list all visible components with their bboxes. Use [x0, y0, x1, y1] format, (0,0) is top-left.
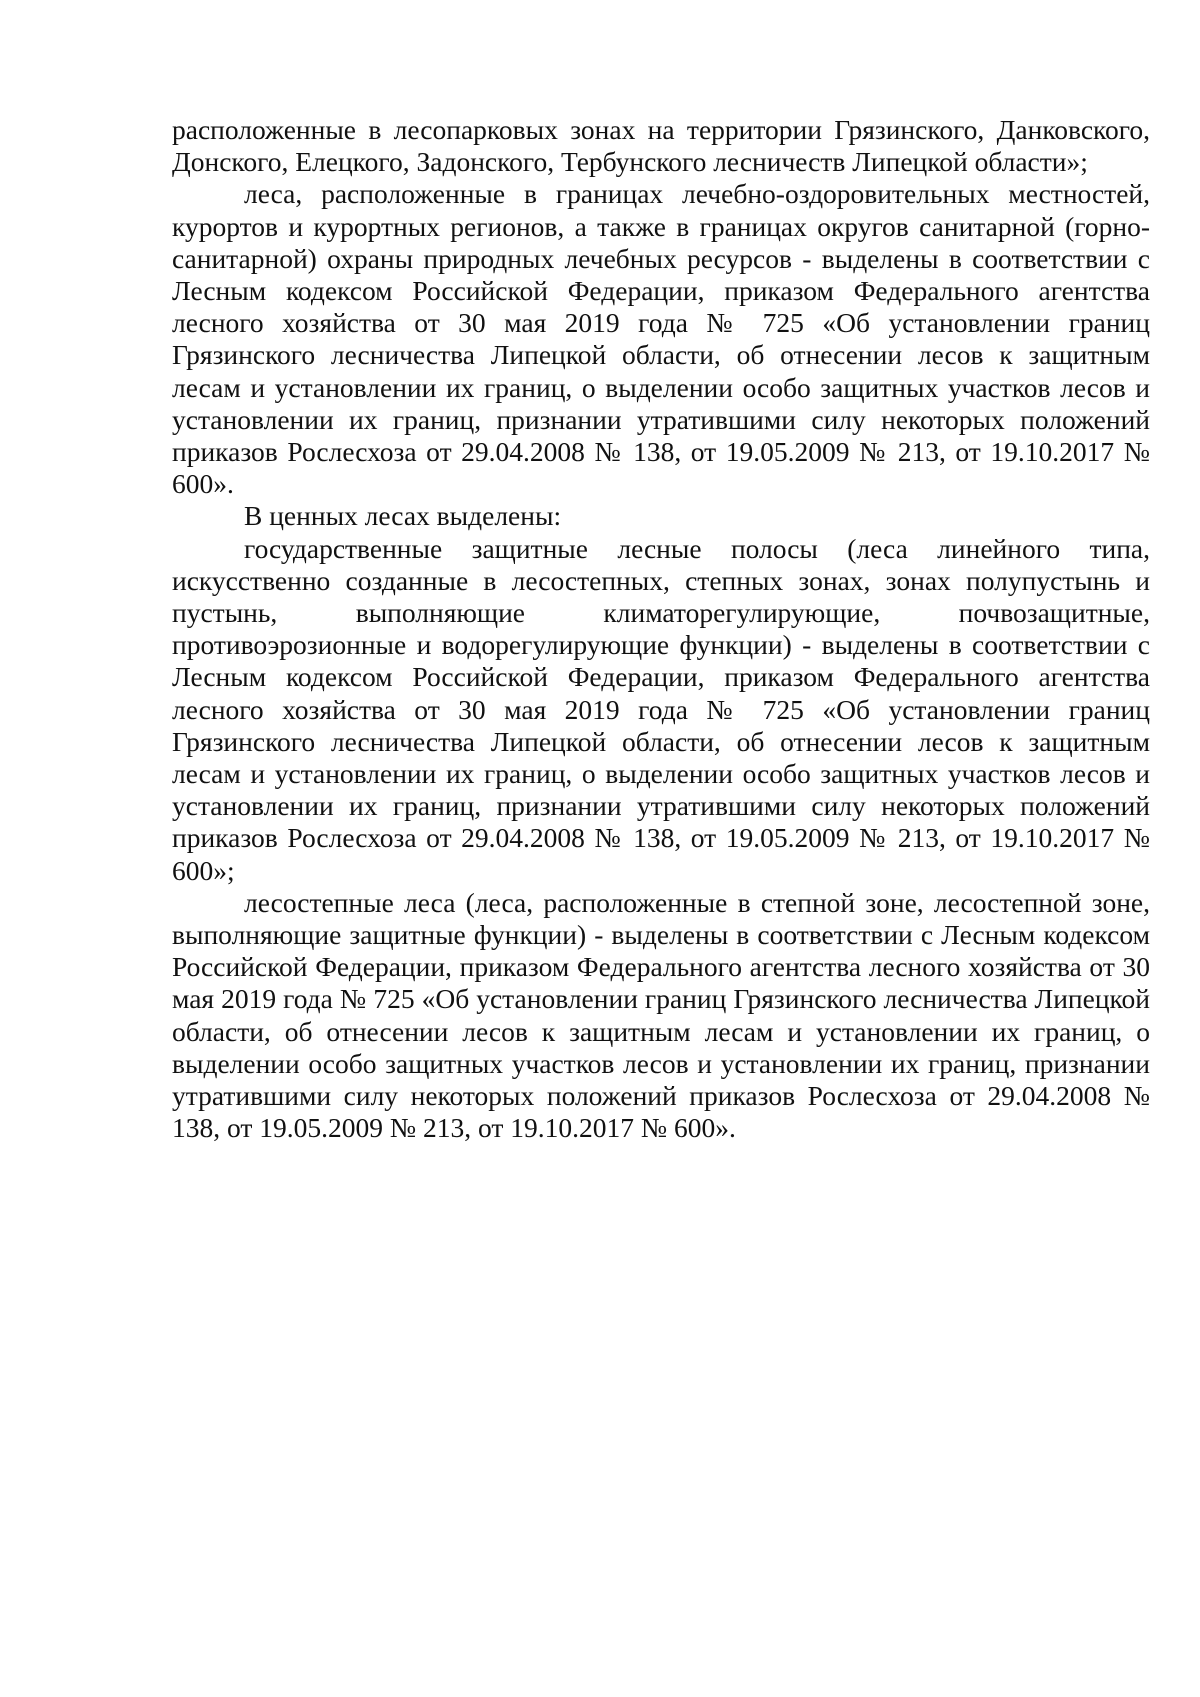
paragraph-lesopark-continuation: расположенные в лесопарковых зонах на территории Грязинского, Данковского, Донского, Елецкого, Задонского, Тербунского лесничеств Липецкой области»;	[172, 114, 1150, 178]
paragraph-forest-steppe-forests: лесостепные леса (леса, расположенные в степной зоне, лесостепной зоне, выполняющие защитные функции) - выделены в соответствии с Лесным кодексом Российской Федерации, приказом Федерального агентства лесного хозяйства от 30 мая 2019 года № 725 «Об установлении границ Грязинского лесничества Липецкой области, об отнесении лесов к защитным лесам и установлении их границ, о выделении особо защитных участков лесов и установлении их границ, признании утратившими силу некоторых положений приказов Рослесхоза от 29.04.2008 № 138, от 19.05.2009 № 213, от 19.10.2017 № 600».	[172, 886, 1150, 1144]
paragraph-resort-forests: леса, расположенные в границах лечебно-оздоровительных местностей, курортов и курортных регионов, а также в границах округов санитарной (горно-санитарной) охраны природных лечебных ресурсов - выделены в соответствии с Лесным кодексом Российской Федерации, приказом Федерального агентства лесного хозяйства от 30 мая 2019 года № 725 «Об установлении границ Грязинского лесничества Липецкой области, об отнесении лесов к защитным лесам и установлении их границ, о выделении особо защитных участков лесов и установлении их границ, признании утратившими силу некоторых положений приказов Рослесхоза от 29.04.2008 № 138, от 19.05.2009 № 213, от 19.10.2017 № 600».	[172, 178, 1150, 500]
paragraph-state-protective-belts: государственные защитные лесные полосы (леса линейного типа, искусственно созданные в лесостепных, степных зонах, зонах полупустынь и пустынь, выполняющие климаторегулирующие, почвозащитные, противоэрозионные и водорегулирующие функции) - выделены в соответствии с Лесным кодексом Российской Федерации, приказом Федерального агентства лесного хозяйства от 30 мая 2019 года № 725 «Об установлении границ Грязинского лесничества Липецкой области, об отнесении лесов к защитным лесам и установлении их границ, о выделении особо защитных участков лесов и установлении их границ, признании утратившими силу некоторых положений приказов Рослесхоза от 29.04.2008 № 138, от 19.05.2009 № 213, от 19.10.2017 № 600»;	[172, 532, 1150, 886]
paragraph-valuable-forests-heading: В ценных лесах выделены:	[244, 500, 562, 532]
document-body	[172, 114, 1150, 1145]
